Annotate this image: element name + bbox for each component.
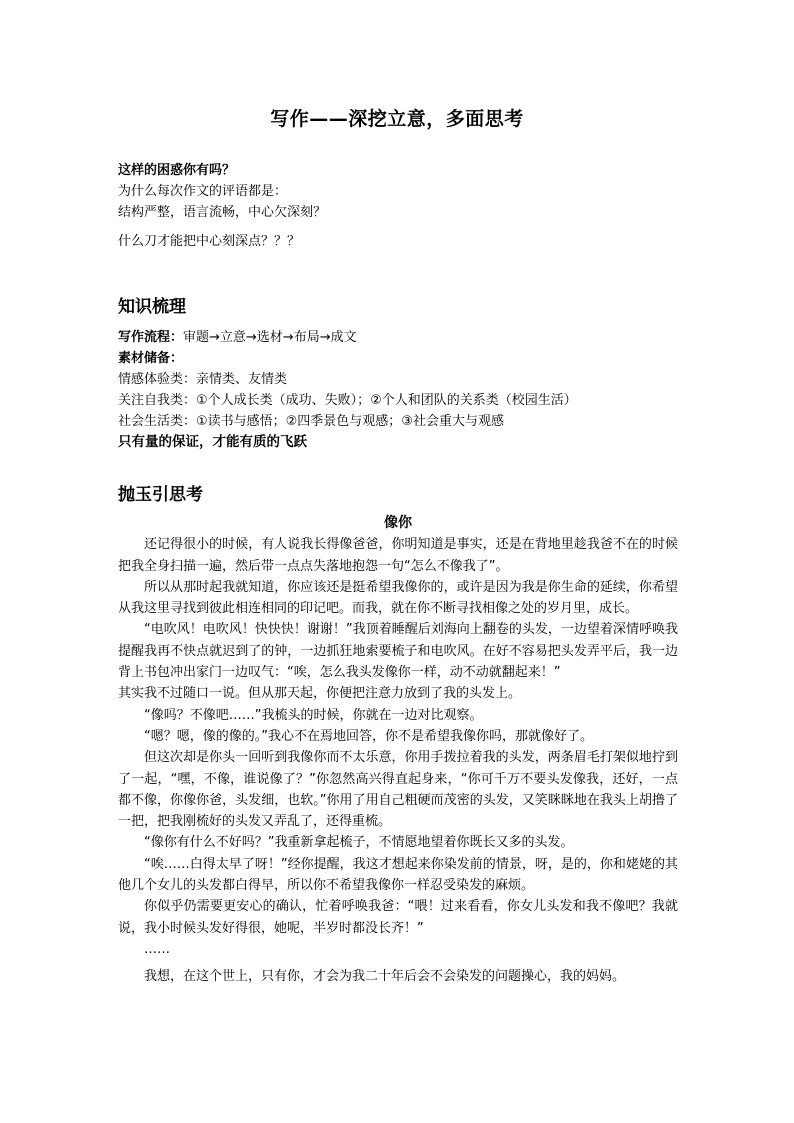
essay-title: 像你 [384,515,412,531]
essay-paragraph: “唉……白得太早了呀！”经你提醒，我这才想起来你染发前的情景，呀，是的，你和姥姥的其他几个女儿的头发都白得早，所以你不希望我像你一样忍受染发的麻烦。 [118,856,678,894]
intro-question-heading: 这样的困惑你有吗？ [118,163,236,178]
material-label: 素材储备： [118,351,184,366]
intro-line-2: 结构严整，语言流畅，中心欠深刻？ [118,205,327,220]
material-item-3: 社会生活类：①读书与感悟；②四季景色与观感；③社会重大与观感 [118,414,504,429]
intro-line-1: 为什么每次作文的评语都是： [118,184,288,199]
essay-paragraph: “像你有什么不好吗？”我重新拿起梳子，不情愿地望着你既长又多的头发。 [144,835,574,851]
essay-paragraph: 你似乎仍需要更安心的确认，忙着呼唤我爸：“喂！过来看看，你女儿头发和我不像吧？我就说，我小时候头发好得很，她呢，半岁时都没长齐！” [118,899,678,936]
knowledge-section [118,292,678,453]
flow-label: 写作流程： [118,330,184,345]
essay-ellipsis: …… [144,941,170,957]
essay [118,513,678,988]
material-item-1: 情感体验类：亲情类、友情类 [118,372,288,387]
flow-text: 审题→立意→选材→布局→成文 [183,330,357,345]
example-heading: 抛玉引思考 [118,485,203,505]
essay-paragraph: “电吹风！电吹风！快快快！谢谢！”我顶着睡醒后刘海向上翻卷的头发，一边望着深情呼唤我提醒我再不快点就迟到了的钟，一边抓狂地索要梳子和电吹风。在好不容易把头发弄平后，我一边背上书包冲出家门一边叹气：“唉，怎么我头发像你一样，动不动就翻起来！” [118,622,678,681]
essay-paragraph: 所以从那时起我就知道，你应该还是挺希望我像你的，或许是因为我是你生命的延续，你希望从我这里寻找到彼此相连相同的印记吧。而我，就在你不断寻找相像之处的岁月里，成长。 [118,579,678,617]
intro-section [118,160,678,252]
essay-paragraph: “像吗？不像吧……”我梳头的时候，你就在一边对比观察。 [144,707,483,723]
page-title: 写作——深挖立意，多面思考 [270,108,524,130]
essay-paragraph: 但这次却是你头一回听到我像你而不太乐意，你用手拨拉着我的头发，两条眉毛打架似地拧到了一起，“嘿，不像，谁说像了？”你忽然高兴得直起身来，“你可千万不要头发像我，还好，一点都不像，你像你爸，头发细，也软。”你用了用自己粗硬而茂密的头发，又笑眯眯地在我头上胡撸了一把，把我刚梳好的头发又弄乱了，还得重梳。 [118,750,678,830]
emphasis-line: 只有量的保证，才能有质的飞跃 [118,434,307,450]
essay-paragraph: 我想，在这个世上，只有你，才会为我二十年后会不会染发的问题操心，我的妈妈。 [144,969,626,985]
intro-line-3: 什么刀才能把中心刻深点？？？ [118,234,301,249]
writing-flow [118,327,678,348]
essay-paragraph: 还记得很小的时候，有人说我长得像爸爸，你明知道是事实，还是在背地里趁我爸不在的时候把我全身扫描一遍，然后带一点点失落地抱怨一句“怎么不像我了”。 [118,537,678,574]
knowledge-heading: 知识梳理 [118,297,186,317]
essay-paragraph: “嗯？嗯，像的像的。”我心不在焉地回答，你不是希望我像你吗，那就像好了。 [144,728,593,744]
material-item-2: 关注自我类：①个人成长类（成功、失败）；②个人和团队的关系类（校园生活） [118,393,577,408]
example-heading-block [118,480,678,505]
essay-paragraph: 其实我不过随口一说。但从那天起，你便把注意力放到了我的头发上。 [118,686,522,702]
